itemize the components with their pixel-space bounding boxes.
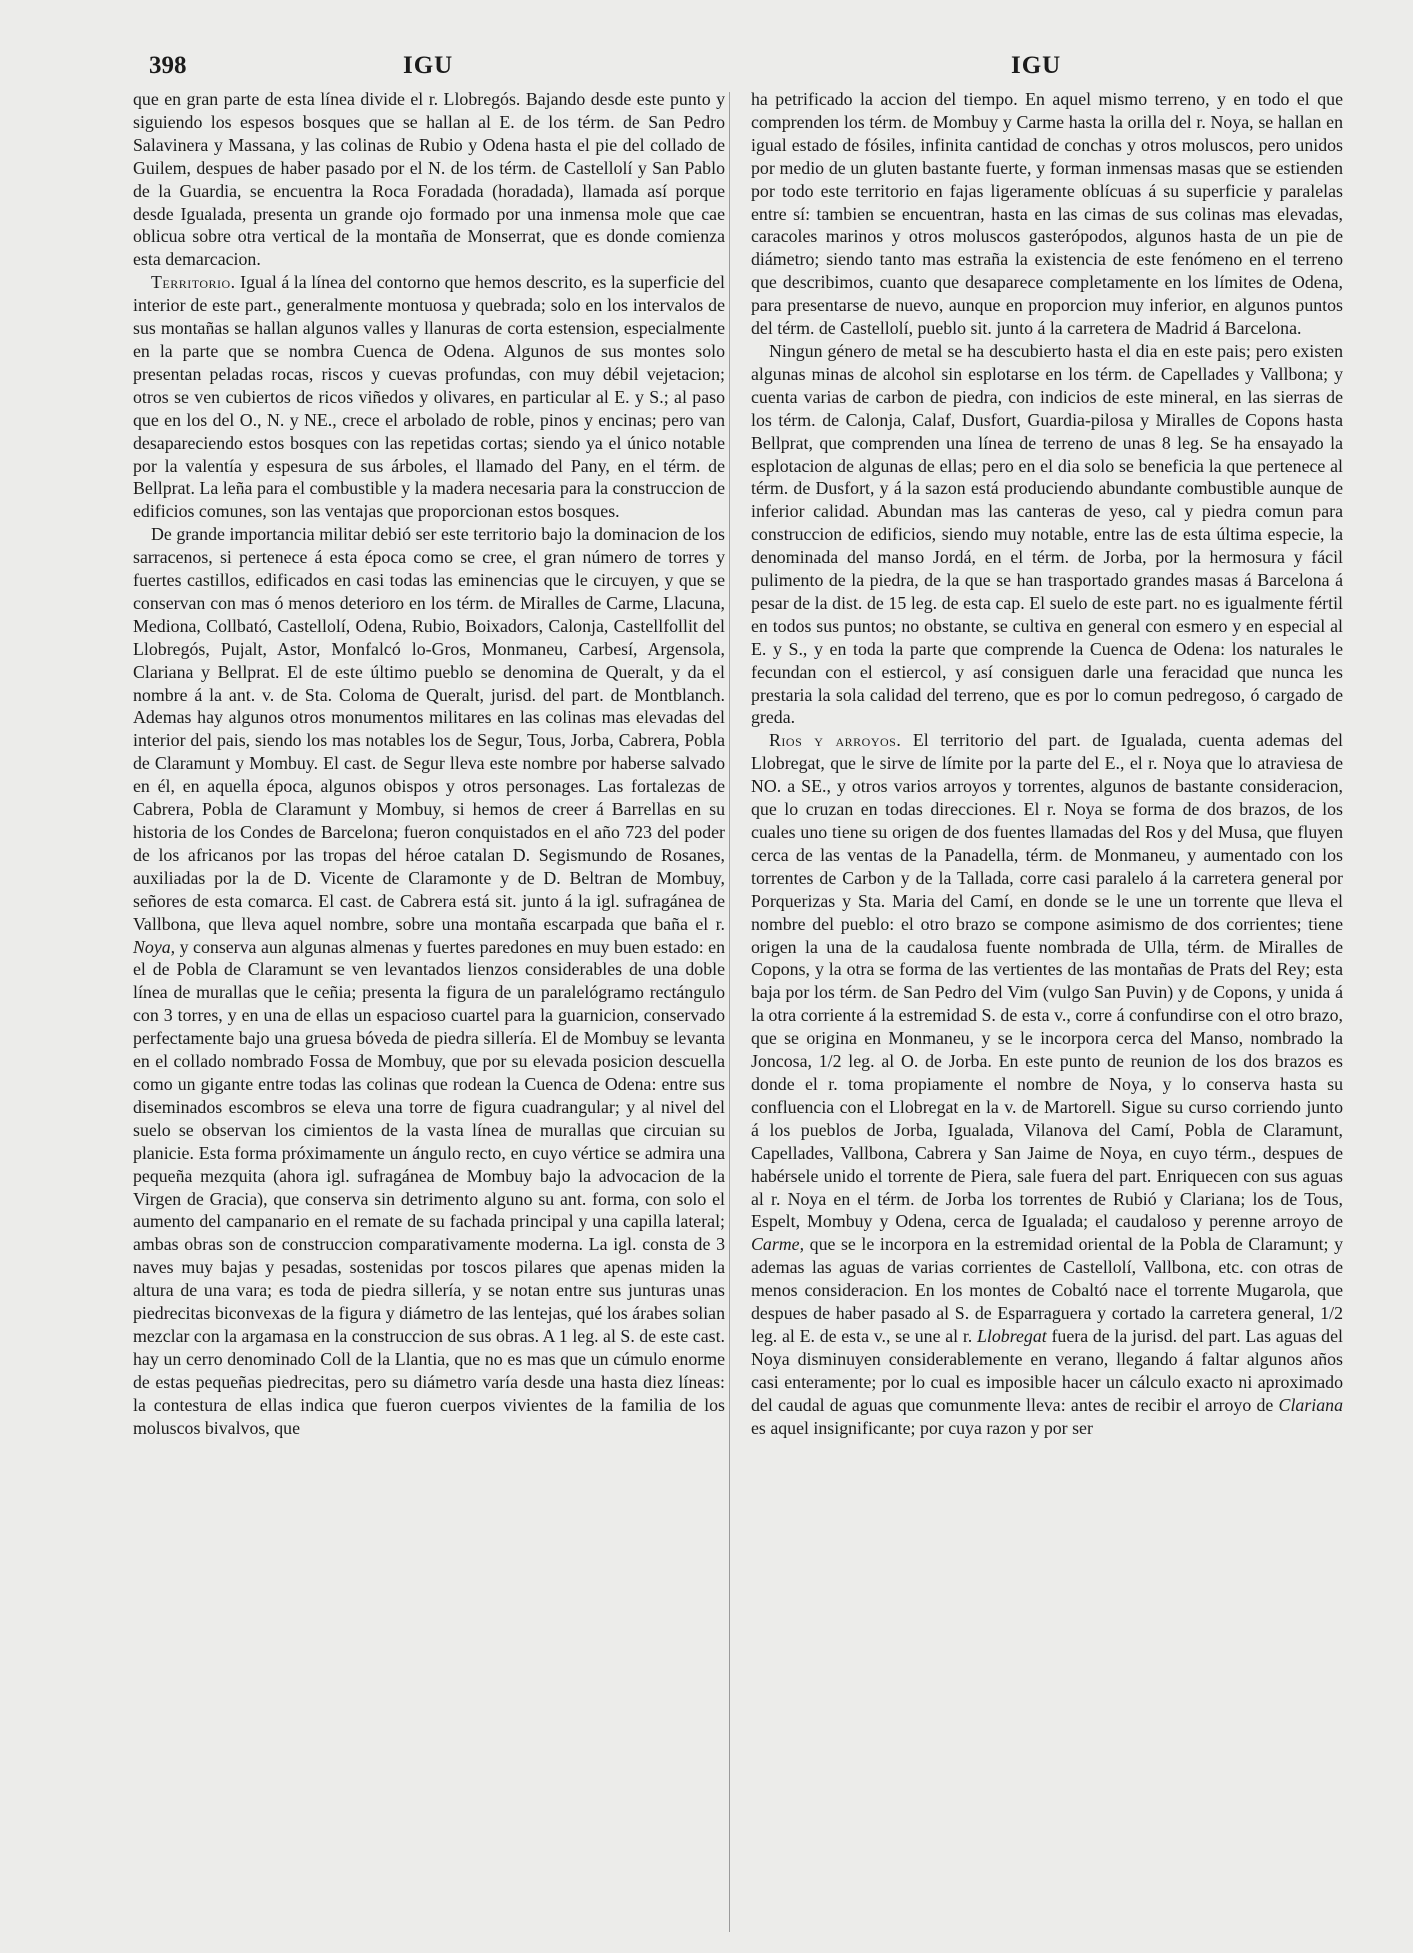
paragraph-text: Igual á la línea del contorno que hemos descrito, es la superficie del interior de este part., generalmente montuosa y quebrada; solo en los intervalos de sus montañas se hallan algunos valles y llanuras de corta estension, especialmente en la parte que se nombra Cuenca de Odena. Algunos de sus montes solo presentan peladas rocas, riscos y cuevas profundas, con muy débil vejetacion; otros se ven cubiertos de ricos viñedos y olivares, en particular al E. y S.; al paso que en los del O., N. y NE., crece el arbolado de roble, pinos y encinas; pero van desapareciendo estos bosques con las repetidas cortas; siendo ya el único notable por la valentía y espesura de sus árboles, el llamado del Pany, en el térm. de Bellprat. La leña para el combustible y la madera necesaria para la construccion de edificios comunes, son las ventajas que proporcionan estos bosques. — [133, 272, 725, 522]
paragraph — [751, 729, 1343, 1439]
italic-term: Carme, — [751, 1234, 805, 1255]
paragraph — [133, 523, 725, 1439]
paragraph-text: que se le incorpora en la estremidad oriental de la Pobla de Claramunt; y ademas las aguas de varias corrientes de Castellolí, Vallbona, etc. con otras de menos consideracion. En los montes de Cobaltó nace el torrente Mugarola, que despues de haber pasado al S. de Esparraguera y cortado la carretera general, 1/2 leg. al E. de esta v., se une al r. — [751, 1234, 1343, 1346]
left-column — [133, 88, 725, 1439]
paragraph — [133, 271, 725, 523]
text-columns — [133, 88, 1343, 1439]
italic-term: Llobregat — [977, 1325, 1047, 1346]
right-column — [751, 88, 1343, 1439]
paragraph-text: fuera de la jurisd. del part. Las aguas del Noya disminuyen considerablemente en verano, llegando á faltar algunos años casi enteramente; por lo cual es imposible hacer un cálculo exacto ni aproximado del caudal de aguas que comunmente lleva: antes de recibir el arroyo de — [751, 1325, 1343, 1415]
paragraph-text: y conserva aun algunas almenas y fuertes paredones en muy buen estado: en el de Pobla de Claramunt se ven levantados lienzos considerables de una doble línea de murallas que le ceñia; presenta la figura de un paralelógramo rectángulo con 3 torres, y en una de ellas un espacioso cuartel para la guarnicion, conservado perfectamente bajo una gruesa bóveda de piedra sillería. El de Mombuy se levanta en el collado nombrado Fossa de Mombuy, que por su elevada posicion descuella como un gigante entre todas las colinas que rodean la Cuenca de Odena: entre sus diseminados escombros se eleva una torre de figura cuadrangular; y al nivel del suelo se observan los cimientos de la vasta línea de murallas que circuian su planicie. Esta forma próximamente un ángulo recto, en cuyo vértice se admira una pequeña mezquita (ahora igl. sufragánea de Mombuy bajo la advocacion de la Virgen de Gracia), que conserva sin detrimento alguno su ant. forma, con solo el aumento del campanario en el remate de su fachada principal y una capilla lateral; ambas obras son de construccion comparativamente moderna. La igl. consta de 3 naves muy bajas y pesadas, sostenidas por toscos pilares que apenas miden la altura de una vara; es toda de piedra sillería, y se notan entre sus junturas unas piedrecitas biconvexas de la figura y diámetro de las lentejas, qué los árabes solian mezclar con la argamasa en la construccion de sus obras. A 1 leg. al S. de este cast. hay un cerro denominado Coll de la Llantia, que no es mas que un cúmulo enorme de estas pequeñas piedrecitas, pero su diámetro varía desde una hasta diez líneas: la contestura de ellas indica que fueron cuerpos vivientes de la familia de los moluscos bivalvos, que — [133, 936, 725, 1438]
running-header — [133, 48, 1343, 88]
paragraph-text: De grande importancia militar debió ser este territorio bajo la dominacion de los sarracenos, si pertenece á esta época como se cree, el gran número de torres y fuertes castillos, edificados en casi todas las eminencias que le circuyen, y que se conservan con mas ó menos deterioro en los térm. de Miralles de Carme, Llacuna, Mediona, Collbató, Castellolí, Odena, Rubio, Boixadors, Calonja, Castellfollit del Llobregós, Pujalt, Astor, Monfalcó lo-Gros, Monmaneu, Carbesí, Argensola, Clariana y Bellprat. El de este último pueblo se denomina de Queralt, y da el nombre á la ant. v. de Sta. Coloma de Queralt, jurisd. del part. de Montblanch. Ademas hay algunos otros monumentos militares en las colinas mas elevadas del interior del pais, siendo los mas notables los de Segur, Tous, Jorba, Cabrera, Pobla de Claramunt y Mombuy. El cast. de Segur lleva este nombre por haberse salvado en él, en aquella época, algunos obispos y otros personages. Las fortalezas de Cabrera, Pobla de Claramunt y Mombuy, si hemos de creer á Barrellas en su historia de los Condes de Barcelona; fueron conquistados en el año 723 del poder de los africanos por las tropas del héroe catalan D. Segismundo de Rosanes, auxiliadas por la de D. Vicente de Claramonte y de D. Beltran de Mombuy, señores de esta comarca. El cast. de Cabrera está sit. junto á la igl. sufragánea de Vallbona, que lleva aquel nombre, sobre una montaña escarpada que baña el r. — [133, 524, 725, 934]
italic-term: Noya, — [133, 936, 176, 957]
column-divider — [729, 92, 730, 1932]
section-heading: Rios y arroyos. — [769, 730, 902, 751]
paragraph: Ningun género de metal se ha descubierto hasta el dia en este pais; pero existen algunas minas de alcohol sin esplotarse en los térm. de Capellades y Vallbona; y cuenta varias de carbon de piedra, con indicios de este mineral, en las sierras de los térm. de Calonja, Calaf, Dusfort, Guardia-pilosa y Miralles de Copons hasta Bellprat, que comprenden una línea de terreno de unas 8 leg. Se ha ensayado la esplotacion de algunas de ellas; pero en el dia solo se beneficia la que pertenece al térm. de Dusfort, y á la sazon está produciendo abundante combustible aunque de inferior calidad. Abundan mas las canteras de yeso, cal y piedra comun para construccion de edificios, siendo muy notable, entre las de esta última especie, la denominada del manso Jordá, en el térm. de Jorba, por la hermosura y fácil pulimento de la piedra, de la que se han trasportado grandes masas á Barcelona á pesar de la dist. de 15 leg. de esta cap. El suelo de este part. no es igualmente fértil en todos sus puntos; no obstante, se cultiva en general con esmero y en especial al E. y S., y en toda la parte que comprende la Cuenca de Odena: los naturales le fecundan con el estiercol, y así consiguen darle una feracidad que nunca les prestaria la sola calidad del terreno, que es por lo comun pedregoso, ó cargado de greda. — [751, 340, 1343, 728]
paragraph: que en gran parte de esta línea divide el r. Llobregós. Bajando desde este punto y siguiendo los espesos bosques que se hallan al E. de los térm. de San Pedro Salavinera y Massana, y las colinas de Rubio y Odena hasta el pie del collado de Guilem, despues de haber pasado por el N. de los térm. de Castellolí y San Pablo de la Guardia, se encuentra la Roca Foradada (horadada), llamada así porque desde Igualada, presenta un grande ojo formado por una inmensa mole que cae oblicua sobre otra vertical de la montaña de Monserrat, que es donde comienza esta demarcacion. — [133, 89, 725, 270]
header-keyword-left: IGU — [403, 52, 454, 79]
paragraph-text: El territorio del part. de Igualada, cuenta ademas del Llobregat, que le sirve de límite por la parte del E., el r. Noya que lo atraviesa de NO. a SE., y otros varios arroyos y torrentes, algunos de bastante consideracion, que lo cruzan en todas direcciones. El r. Noya se forma de dos brazos, de los cuales uno tiene su origen de dos fuentes llamadas del Ros y del Musa, que fluyen cerca de las ventas de la Panadella, térm. de Monmaneu, y aumentado con los torrentes de Carbon y de la Tallada, corre casi paralelo á la carretera general por Porquerizas y Sta. Maria del Camí, en donde se le une un torrente que lleva el nombre del pueblo: el otro brazo se compone asimismo de dos corrientes; tiene origen la una de la caudalosa fuente nombrada de Ulla, térm. de Miralles de Copons, y la otra se forma de las vertientes de las montañas de Prats del Rey; esta baja por los térm. de San Pedro del Vim (vulgo San Puvin) y de Copons, y unida á la otra corriente á la estremidad S. de esta v., corre á confundirse con el otro brazo, que se origina en Monmaneu, y se le incorpora cerca del Manso, nombrado la Joncosa, 1/2 leg. al O. de Jorba. En este punto de reunion de los dos brazos es donde el r. toma propiamente el nombre de Noya, y lo conserva hasta su confluencia con el Llobregat en la v. de Martorell. Sigue su curso corriendo junto á los pueblos de Jorba, Igualada, Vilanova del Camí, Pobla de Claramunt, Capellades, Vallbona, Cabrera y San Jaime de Noya, en cuyo térm., despues de habérsele unido el torrente de Piera, sale fuera del part. Enriquecen con sus aguas al r. Noya en el térm. de Jorba los torrentes de Rubió y Clariana; los de Tous, Espelt, Mombuy y Odena, cerca de Igualada; el caudaloso y perenne arroyo de — [751, 730, 1344, 1232]
page-number: 398 — [149, 52, 187, 79]
paragraph-text: es aquel insignificante; por cuya razon y por ser — [751, 1417, 1093, 1438]
paragraph: ha petrificado la accion del tiempo. En aquel mismo terreno, y en todo el que comprenden los térm. de Mombuy y Carme hasta la orilla del r. Noya, se hallan en igual estado de fósiles, infinita cantidad de conchas y otros moluscos, pero unidos por medio de un gluten bastante fuerte, y forman inmensas masas que se estienden por todo este territorio en fajas ligeramente oblícuas á su superficie y paralelas entre sí: tambien se encuentran, hasta en las cimas de sus colinas mas elevadas, caracoles marinos y otros moluscos gasterópodos, algunos hasta de un pie de diámetro; siendo tanto mas estraña la existencia de este fenómeno en el terreno que describimos, cuanto que desaparece completamente en los límites de Odena, para presentarse de nuevo, aunque en proporcion muy inferior, en algunos puntos del térm. de Castellolí, pueblo sit. junto á la carretera de Madrid á Barcelona. — [751, 89, 1343, 339]
header-keyword-right: IGU — [1011, 52, 1062, 79]
italic-term: Clariana — [1278, 1394, 1343, 1415]
section-heading: Territorio. — [151, 272, 236, 293]
